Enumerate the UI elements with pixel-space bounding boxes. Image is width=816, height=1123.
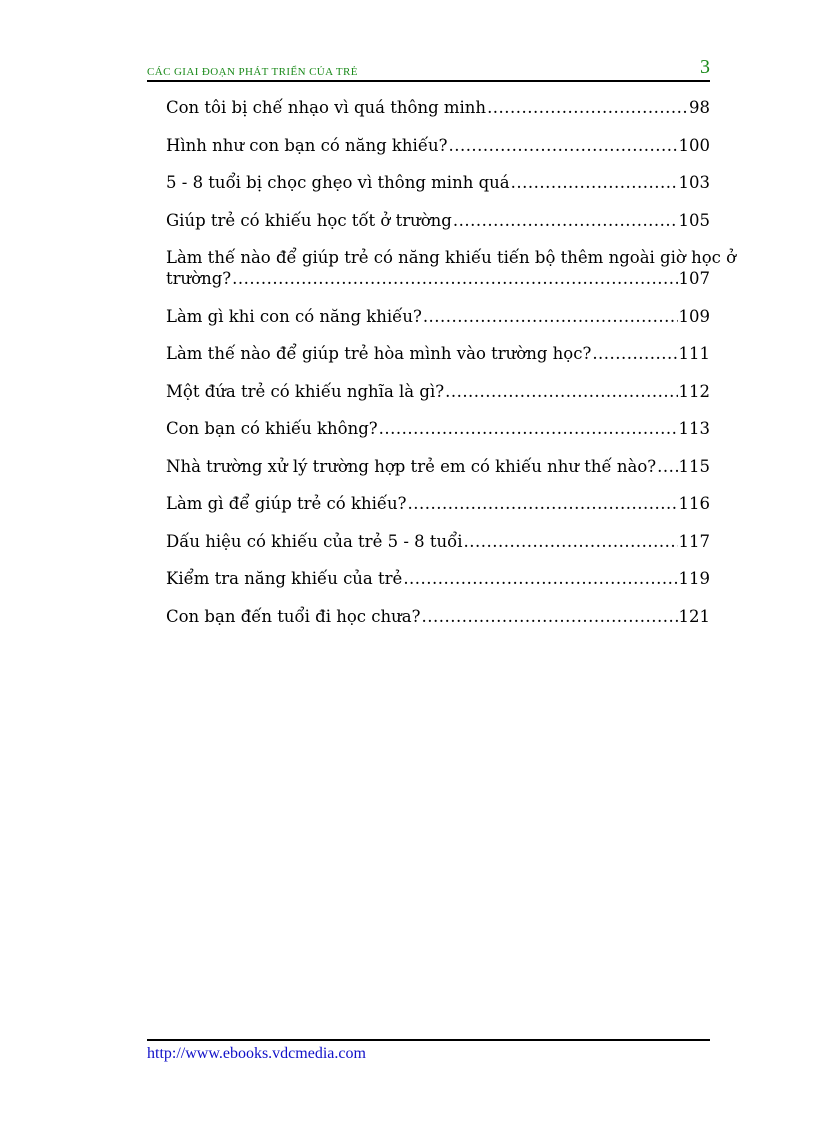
toc-entry[interactable] xyxy=(166,135,710,156)
toc-entry-title: Làm gì khi con có năng khiếu? xyxy=(166,306,422,326)
footer-link[interactable]: http://www.ebooks.vdcmedia.com xyxy=(147,1045,366,1062)
toc-entry[interactable] xyxy=(166,343,710,364)
toc-entry[interactable] xyxy=(166,606,710,627)
toc-entry-title: Con bạn có khiếu không? xyxy=(166,419,378,438)
toc-entry-title: Làm thế nào để giúp trẻ hòa mình vào trường học? xyxy=(166,344,592,363)
toc-entry[interactable] xyxy=(166,531,710,552)
toc-entry-title: Giúp trẻ có khiếu học tốt ở trường xyxy=(166,210,452,230)
toc-entry[interactable] xyxy=(166,172,710,193)
toc-entry[interactable] xyxy=(166,306,710,327)
toc-entry-page: 119 xyxy=(678,569,710,588)
toc-leader-dots xyxy=(403,568,677,589)
toc-entry-title: 5 - 8 tuổi bị chọc ghẹo vì thông minh quá xyxy=(166,173,510,192)
toc-leader-dots xyxy=(421,606,677,627)
toc-entry-title: Làm gì để giúp trẻ có khiếu? xyxy=(166,494,407,513)
page-header xyxy=(147,58,710,82)
toc-entry-title: Kiểm tra năng khiếu của trẻ xyxy=(166,569,403,588)
toc-leader-dots xyxy=(592,343,677,364)
toc-entry[interactable] xyxy=(166,210,710,231)
toc-leader-dots xyxy=(453,210,678,231)
toc-entry-page: 107 xyxy=(678,269,710,288)
toc-entry-title: Con tôi bị chế nhạo vì quá thông minh xyxy=(166,98,487,117)
toc-entry-page: 103 xyxy=(678,173,710,192)
toc-entry[interactable] xyxy=(166,97,710,118)
toc-leader-dots xyxy=(379,418,678,439)
toc-entry-page: 98 xyxy=(689,98,710,117)
toc-entry-page: 116 xyxy=(678,494,710,513)
toc-entry-page: 105 xyxy=(678,210,710,230)
table-of-contents xyxy=(166,97,737,643)
toc-entry-title-line1: Làm thế nào để giúp trẻ có năng khiếu tiến bộ thêm ngoài giờ học ở xyxy=(166,248,737,267)
toc-entry-page: 117 xyxy=(678,531,710,551)
toc-entry[interactable] xyxy=(166,456,710,477)
toc-entry-page: 100 xyxy=(678,135,710,155)
toc-leader-dots xyxy=(511,172,678,193)
toc-leader-dots xyxy=(232,268,677,289)
toc-entry-title: Nhà trường xử lý trường hợp trẻ em có khiếu như thế nào? xyxy=(166,456,657,476)
toc-leader-dots xyxy=(448,135,677,156)
toc-leader-dots xyxy=(487,97,688,118)
toc-leader-dots xyxy=(657,456,677,477)
toc-entry[interactable] xyxy=(166,381,710,402)
toc-entry[interactable] xyxy=(166,568,710,589)
running-title: CÁC GIAI ĐOẠN PHÁT TRIỂN CỦA TRẺ xyxy=(147,66,358,78)
toc-leader-dots xyxy=(423,306,678,327)
toc-entry-page: 112 xyxy=(678,381,710,401)
toc-entry-title: Một đứa trẻ có khiếu nghĩa là gì? xyxy=(166,381,445,401)
toc-entry-page: 109 xyxy=(678,306,710,326)
toc-leader-dots xyxy=(407,493,677,514)
toc-entry-page: 111 xyxy=(678,344,710,363)
toc-leader-dots xyxy=(445,381,677,402)
toc-entry-page: 113 xyxy=(678,419,710,438)
toc-entry-title: Con bạn đến tuổi đi học chưa? xyxy=(166,606,421,626)
toc-entry[interactable] xyxy=(166,493,710,514)
toc-entry-title: trường? xyxy=(166,269,232,288)
toc-entry-page: 121 xyxy=(678,606,710,626)
toc-entry-page: 115 xyxy=(678,456,710,476)
toc-entry[interactable] xyxy=(166,418,710,439)
page-footer xyxy=(147,1039,710,1063)
toc-entry[interactable] xyxy=(166,247,737,289)
toc-entry-title: Dấu hiệu có khiếu của trẻ 5 - 8 tuổi xyxy=(166,531,463,551)
page-number: 3 xyxy=(700,56,710,78)
toc-leader-dots xyxy=(464,531,678,552)
toc-entry-title: Hình như con bạn có năng khiếu? xyxy=(166,135,448,155)
